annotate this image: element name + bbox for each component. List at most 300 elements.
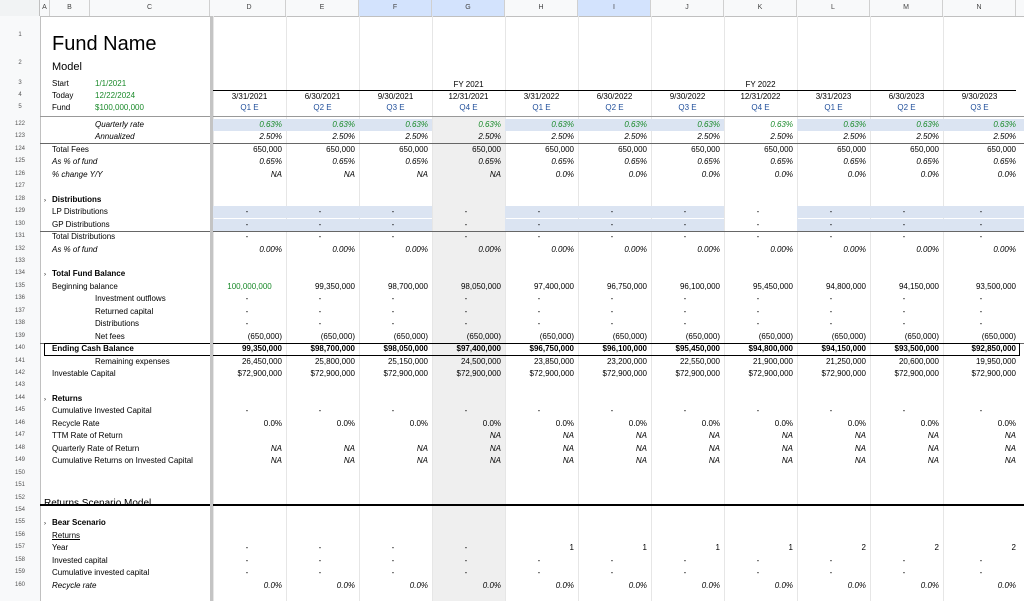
cell-value[interactable]: - (245, 556, 249, 565)
cell-value[interactable]: $96,750,000 (529, 344, 574, 353)
cell-value[interactable]: - (902, 307, 906, 316)
cell-value[interactable]: $95,450,000 (675, 344, 720, 353)
row-number[interactable]: 144 (14, 395, 25, 401)
cell-value[interactable]: - (902, 406, 906, 415)
cell-value[interactable]: - (537, 220, 541, 229)
cell-value[interactable]: - (464, 568, 468, 577)
cell-value[interactable]: $72,900,000 (748, 369, 793, 378)
cell-value[interactable]: 98,700,000 (387, 282, 428, 291)
cell-value[interactable]: - (979, 294, 983, 303)
cell-value[interactable]: - (245, 207, 249, 216)
cell-value[interactable]: 2.50% (916, 132, 939, 141)
row-number[interactable]: 159 (14, 569, 25, 575)
cell-value[interactable]: - (464, 232, 468, 241)
cell-value[interactable]: 0.0% (263, 419, 282, 428)
cell-value[interactable]: $72,900,000 (529, 369, 574, 378)
column-header-h[interactable]: H (505, 0, 578, 16)
cell-value[interactable]: - (756, 232, 760, 241)
column-header-i[interactable]: I (578, 0, 651, 16)
cell-value[interactable]: 0.0% (997, 170, 1016, 179)
row-number[interactable]: 125 (14, 158, 25, 164)
cell-value[interactable]: 0.0% (628, 170, 647, 179)
cell-value[interactable]: 650,000 (837, 145, 866, 154)
cell-value[interactable]: 0.63% (332, 120, 355, 129)
cell-value[interactable]: (650,000) (758, 332, 793, 341)
row-number[interactable]: 130 (14, 221, 25, 227)
cell-value[interactable]: - (979, 220, 983, 229)
cell-value[interactable]: 0.0% (847, 419, 866, 428)
row-number[interactable]: 133 (14, 258, 25, 264)
cell-value[interactable]: $72,900,000 (310, 369, 355, 378)
column-header-e[interactable]: E (286, 0, 359, 16)
cell-value[interactable]: 0.0% (482, 419, 501, 428)
cell-value[interactable]: - (979, 556, 983, 565)
cell-value[interactable]: NA (489, 456, 501, 465)
cell-value[interactable]: - (537, 207, 541, 216)
cell-value[interactable]: 25,800,000 (314, 357, 355, 366)
cell-value[interactable]: NA (635, 456, 647, 465)
cell-value[interactable]: $72,900,000 (602, 369, 647, 378)
column-header-j[interactable]: J (651, 0, 724, 16)
cell-value[interactable]: 24,500,000 (460, 357, 501, 366)
cell-value[interactable]: 0.0% (920, 419, 939, 428)
cell-value[interactable]: (650,000) (981, 332, 1016, 341)
row-number[interactable]: 129 (14, 208, 25, 214)
cell-value[interactable]: 0.65% (770, 157, 793, 166)
cell-value[interactable]: 0.65% (697, 157, 720, 166)
cell-value[interactable]: - (391, 556, 395, 565)
cell-value[interactable]: - (683, 232, 687, 241)
cell-value[interactable]: 0.0% (628, 581, 647, 590)
cell-value[interactable]: 100,000,000 (227, 282, 272, 291)
cell-value[interactable]: 2.50% (624, 132, 647, 141)
cell-value[interactable]: NA (270, 170, 282, 179)
cell-value[interactable]: 0.00% (624, 245, 647, 254)
column-header-n[interactable]: N (943, 0, 1016, 16)
column-header-g[interactable]: G (432, 0, 505, 16)
cell-value[interactable]: NA (854, 431, 866, 440)
cell-value[interactable]: 0.65% (332, 157, 355, 166)
cell-value[interactable]: (650,000) (466, 332, 501, 341)
cell-value[interactable]: - (318, 294, 322, 303)
row-number[interactable]: 160 (14, 582, 25, 588)
cell-value[interactable]: 97,400,000 (533, 282, 574, 291)
cell-value[interactable]: - (537, 294, 541, 303)
collapse-caret[interactable]: › (44, 521, 46, 527)
cell-value[interactable]: 0.65% (993, 157, 1016, 166)
cell-value[interactable]: - (610, 207, 614, 216)
cell-value[interactable]: - (683, 220, 687, 229)
cell-value[interactable]: 2.50% (405, 132, 428, 141)
cell-value[interactable]: - (902, 294, 906, 303)
cell-value[interactable]: - (245, 543, 249, 552)
cell-value[interactable]: - (318, 543, 322, 552)
cell-value[interactable]: - (829, 232, 833, 241)
cell-value[interactable]: - (464, 207, 468, 216)
cell-value[interactable]: 0.63% (993, 120, 1016, 129)
cell-value[interactable]: - (464, 543, 468, 552)
cell-value[interactable]: - (318, 220, 322, 229)
cell-value[interactable]: 650,000 (987, 145, 1016, 154)
cell-value[interactable]: $72,900,000 (821, 369, 866, 378)
cell-value[interactable]: 2.50% (697, 132, 720, 141)
cell-value[interactable]: - (829, 207, 833, 216)
cell-value[interactable]: 0.0% (997, 581, 1016, 590)
cell-value[interactable]: NA (416, 456, 428, 465)
cell-value[interactable]: (650,000) (612, 332, 647, 341)
cell-value[interactable]: - (464, 220, 468, 229)
cell-value[interactable]: 0.63% (624, 120, 647, 129)
cell-value[interactable]: 93,500,000 (975, 282, 1016, 291)
cell-value[interactable]: 650,000 (472, 145, 501, 154)
cell-value[interactable]: 0.63% (770, 120, 793, 129)
cell-value[interactable]: NA (562, 431, 574, 440)
cell-value[interactable]: 0.0% (409, 419, 428, 428)
row-number[interactable]: 127 (14, 183, 25, 189)
today-value[interactable]: 12/22/2024 (95, 91, 136, 100)
cell-value[interactable]: - (683, 406, 687, 415)
row-number[interactable]: 156 (14, 532, 25, 538)
cell-value[interactable]: 26,450,000 (241, 357, 282, 366)
cell-value[interactable]: $96,100,000 (602, 344, 647, 353)
cell-value[interactable]: 0.0% (920, 170, 939, 179)
cell-value[interactable]: (650,000) (247, 332, 282, 341)
row-number[interactable]: 143 (14, 382, 25, 388)
cell-value[interactable]: - (683, 207, 687, 216)
cell-value[interactable]: (650,000) (539, 332, 574, 341)
cell-value[interactable]: 21,900,000 (752, 357, 793, 366)
cell-value[interactable]: - (391, 319, 395, 328)
cell-value[interactable]: - (464, 307, 468, 316)
cell-value[interactable]: 0.0% (555, 419, 574, 428)
cell-value[interactable]: - (902, 207, 906, 216)
collapse-caret[interactable]: › (44, 397, 46, 403)
cell-value[interactable]: - (610, 406, 614, 415)
cell-value[interactable]: - (979, 406, 983, 415)
cell-value[interactable]: - (245, 294, 249, 303)
column-header-d[interactable]: D (213, 0, 286, 16)
column-header-m[interactable]: M (870, 0, 943, 16)
cell-value[interactable]: NA (708, 431, 720, 440)
cell-value[interactable]: NA (708, 444, 720, 453)
row-number[interactable]: 124 (14, 146, 25, 152)
start-value[interactable]: 1/1/2021 (95, 79, 127, 88)
cell-value[interactable]: 650,000 (399, 145, 428, 154)
cell-value[interactable]: - (756, 319, 760, 328)
row-number[interactable]: 149 (14, 457, 25, 463)
cell-value[interactable]: 23,200,000 (606, 357, 647, 366)
cell-value[interactable]: $92,850,000 (971, 344, 1016, 353)
cell-value[interactable]: 2.50% (478, 132, 501, 141)
cell-value[interactable]: NA (635, 444, 647, 453)
cell-value[interactable]: 0.0% (774, 419, 793, 428)
cell-value[interactable]: - (829, 556, 833, 565)
cell-value[interactable]: 2.50% (993, 132, 1016, 141)
cell-value[interactable]: - (756, 568, 760, 577)
cell-value[interactable]: 99,350,000 (241, 344, 282, 353)
cell-value[interactable]: 0.0% (555, 170, 574, 179)
cell-value[interactable]: - (610, 294, 614, 303)
cell-value[interactable]: - (756, 307, 760, 316)
row-number[interactable]: 145 (14, 407, 25, 413)
row-number[interactable]: 152 (14, 495, 25, 501)
cell-value[interactable]: $94,150,000 (821, 344, 866, 353)
cell-value[interactable]: 0.00% (843, 245, 866, 254)
cell-value[interactable]: 0.00% (916, 245, 939, 254)
cell-value[interactable]: - (683, 294, 687, 303)
fund-value[interactable]: $100,000,000 (95, 103, 144, 112)
column-header-f[interactable]: F (359, 0, 432, 16)
cell-value[interactable]: - (610, 568, 614, 577)
cell-value[interactable]: - (683, 556, 687, 565)
cell-value[interactable]: - (537, 556, 541, 565)
cell-value[interactable]: 2 (934, 543, 939, 552)
cell-value[interactable]: 0.00% (332, 245, 355, 254)
cell-value[interactable]: 0.0% (336, 581, 355, 590)
cell-value[interactable]: 650,000 (764, 145, 793, 154)
cell-value[interactable]: 0.00% (770, 245, 793, 254)
cell-value[interactable]: 0.00% (993, 245, 1016, 254)
cell-value[interactable]: NA (781, 456, 793, 465)
column-header-k[interactable]: K (724, 0, 797, 16)
cell-value[interactable]: (650,000) (320, 332, 355, 341)
cell-value[interactable]: 96,100,000 (679, 282, 720, 291)
cell-value[interactable]: 0.0% (847, 170, 866, 179)
cell-value[interactable]: 650,000 (618, 145, 647, 154)
cell-value[interactable]: 0.0% (997, 419, 1016, 428)
row-number[interactable]: 155 (14, 519, 25, 525)
cell-value[interactable]: - (245, 406, 249, 415)
cell-value[interactable]: NA (562, 456, 574, 465)
cell-value[interactable]: 0.0% (336, 419, 355, 428)
cell-value[interactable]: $97,400,000 (456, 344, 501, 353)
cell-value[interactable]: 0.65% (916, 157, 939, 166)
cell-value[interactable]: 0.63% (551, 120, 574, 129)
cell-value[interactable]: - (979, 307, 983, 316)
cell-value[interactable]: 2.50% (259, 132, 282, 141)
cell-value[interactable]: - (829, 294, 833, 303)
row-number[interactable]: 132 (14, 246, 25, 252)
cell-value[interactable]: - (537, 319, 541, 328)
cell-value[interactable]: 0.63% (916, 120, 939, 129)
cell-value[interactable]: 0.65% (259, 157, 282, 166)
cell-value[interactable]: - (683, 568, 687, 577)
cell-value[interactable]: 0.0% (774, 170, 793, 179)
row-number[interactable]: 140 (14, 345, 25, 351)
cell-value[interactable]: - (979, 319, 983, 328)
cell-value[interactable]: 0.65% (624, 157, 647, 166)
collapse-caret[interactable]: › (44, 198, 46, 204)
cell-value[interactable]: 0.00% (259, 245, 282, 254)
cell-value[interactable]: - (902, 232, 906, 241)
row-number[interactable]: 126 (14, 171, 25, 177)
cell-value[interactable]: - (245, 307, 249, 316)
cell-value[interactable]: 95,450,000 (752, 282, 793, 291)
cell-value[interactable]: 2.50% (332, 132, 355, 141)
cell-value[interactable]: NA (927, 456, 939, 465)
cell-value[interactable]: NA (781, 444, 793, 453)
row-number[interactable]: 123 (14, 133, 25, 139)
cell-value[interactable]: $98,050,000 (383, 344, 428, 353)
cell-value[interactable]: - (537, 307, 541, 316)
cell-value[interactable]: - (318, 568, 322, 577)
cell-value[interactable]: NA (343, 170, 355, 179)
cell-value[interactable]: - (902, 220, 906, 229)
cell-value[interactable]: 94,150,000 (898, 282, 939, 291)
cell-value[interactable]: NA (343, 444, 355, 453)
cell-value[interactable]: - (829, 319, 833, 328)
cell-value[interactable]: 98,050,000 (460, 282, 501, 291)
cell-value[interactable]: NA (927, 431, 939, 440)
cell-value[interactable]: - (391, 543, 395, 552)
row-number[interactable]: 151 (14, 482, 25, 488)
cell-value[interactable]: (650,000) (904, 332, 939, 341)
cell-value[interactable]: - (318, 232, 322, 241)
cell-value[interactable]: - (245, 232, 249, 241)
cell-value[interactable]: - (683, 319, 687, 328)
cell-value[interactable]: (650,000) (393, 332, 428, 341)
cell-value[interactable]: 0.63% (405, 120, 428, 129)
cell-value[interactable]: 1 (788, 543, 793, 552)
cell-value[interactable]: $72,900,000 (894, 369, 939, 378)
cell-value[interactable]: - (829, 568, 833, 577)
cell-value[interactable]: $98,700,000 (310, 344, 355, 353)
cell-value[interactable]: $93,500,000 (894, 344, 939, 353)
cell-value[interactable]: 96,750,000 (606, 282, 647, 291)
cell-value[interactable]: 19,950,000 (975, 357, 1016, 366)
cell-value[interactable]: - (979, 207, 983, 216)
row-number[interactable]: 150 (14, 470, 25, 476)
row-number[interactable]: 142 (14, 370, 25, 376)
cell-value[interactable]: - (979, 232, 983, 241)
cell-value[interactable]: - (902, 319, 906, 328)
row-number[interactable]: 158 (14, 557, 25, 563)
cell-value[interactable]: - (391, 232, 395, 241)
cell-value[interactable]: 0.0% (628, 419, 647, 428)
cell-value[interactable]: 0.0% (701, 170, 720, 179)
cell-value[interactable]: - (829, 406, 833, 415)
cell-value[interactable]: - (245, 319, 249, 328)
cell-value[interactable]: 94,800,000 (825, 282, 866, 291)
cell-value[interactable]: - (318, 556, 322, 565)
cell-value[interactable]: 0.63% (478, 120, 501, 129)
cell-value[interactable]: - (756, 220, 760, 229)
row-number[interactable]: 122 (14, 121, 25, 127)
cell-value[interactable]: - (464, 556, 468, 565)
row-number[interactable]: 157 (14, 544, 25, 550)
cell-value[interactable]: - (318, 406, 322, 415)
cell-value[interactable]: - (610, 319, 614, 328)
cell-value[interactable]: - (610, 220, 614, 229)
row-number[interactable]: 128 (14, 196, 25, 202)
freeze-divider[interactable] (210, 16, 213, 601)
cell-value[interactable]: 0.0% (555, 581, 574, 590)
cell-value[interactable]: - (391, 406, 395, 415)
cell-value[interactable]: 650,000 (326, 145, 355, 154)
cell-value[interactable]: - (829, 307, 833, 316)
cell-value[interactable]: 0.65% (551, 157, 574, 166)
cell-value[interactable]: NA (562, 444, 574, 453)
cell-value[interactable]: 23,850,000 (533, 357, 574, 366)
cell-value[interactable]: NA (1004, 456, 1016, 465)
row-number[interactable]: 138 (14, 320, 25, 326)
cell-value[interactable]: - (391, 307, 395, 316)
cell-value[interactable]: $72,900,000 (971, 369, 1016, 378)
row-number[interactable]: 139 (14, 333, 25, 339)
cell-value[interactable]: - (537, 406, 541, 415)
cell-value[interactable]: - (245, 568, 249, 577)
cell-value[interactable]: - (464, 406, 468, 415)
cell-value[interactable]: - (391, 568, 395, 577)
cell-value[interactable]: NA (1004, 431, 1016, 440)
cell-value[interactable]: (650,000) (685, 332, 720, 341)
cell-value[interactable]: - (318, 207, 322, 216)
cell-value[interactable]: (650,000) (831, 332, 866, 341)
cell-value[interactable]: $72,900,000 (456, 369, 501, 378)
cell-value[interactable]: NA (635, 431, 647, 440)
cell-value[interactable]: - (902, 556, 906, 565)
cell-value[interactable]: NA (270, 444, 282, 453)
cell-value[interactable]: - (829, 220, 833, 229)
row-number[interactable]: 154 (14, 507, 25, 513)
column-header-a[interactable]: A (40, 0, 50, 16)
cell-value[interactable]: - (756, 556, 760, 565)
cell-value[interactable]: - (464, 294, 468, 303)
row-number[interactable]: 148 (14, 445, 25, 451)
cell-value[interactable]: 1 (569, 543, 574, 552)
cell-value[interactable]: - (318, 307, 322, 316)
cell-value[interactable]: 2.50% (551, 132, 574, 141)
column-header-b[interactable]: B (50, 0, 90, 16)
cell-value[interactable]: NA (489, 444, 501, 453)
row-number[interactable]: 137 (14, 308, 25, 314)
cell-value[interactable]: 0.0% (920, 581, 939, 590)
cell-value[interactable]: NA (416, 170, 428, 179)
cell-value[interactable]: - (610, 556, 614, 565)
cell-value[interactable]: 22,550,000 (679, 357, 720, 366)
cell-value[interactable]: 0.0% (847, 581, 866, 590)
cell-value[interactable]: NA (854, 456, 866, 465)
cell-value[interactable]: 0.0% (701, 419, 720, 428)
cell-value[interactable]: $72,900,000 (675, 369, 720, 378)
cell-value[interactable]: 650,000 (910, 145, 939, 154)
row-number[interactable]: 134 (14, 270, 25, 276)
column-header-l[interactable]: L (797, 0, 870, 16)
cell-value[interactable]: NA (489, 431, 501, 440)
cell-value[interactable]: - (979, 568, 983, 577)
cell-value[interactable]: 20,600,000 (898, 357, 939, 366)
cell-value[interactable]: 0.63% (697, 120, 720, 129)
cell-value[interactable]: 2 (1011, 543, 1016, 552)
cell-value[interactable]: - (391, 294, 395, 303)
cell-value[interactable]: 0.00% (478, 245, 501, 254)
cell-value[interactable]: 0.00% (697, 245, 720, 254)
cell-value[interactable]: 0.0% (701, 581, 720, 590)
cell-value[interactable]: 2.50% (770, 132, 793, 141)
row-number[interactable]: 141 (14, 358, 25, 364)
cell-value[interactable]: 0.63% (259, 120, 282, 129)
cell-value[interactable]: 0.00% (405, 245, 428, 254)
cell-value[interactable]: 650,000 (691, 145, 720, 154)
cell-value[interactable]: - (245, 220, 249, 229)
cell-value[interactable]: - (391, 220, 395, 229)
cell-value[interactable]: 21,250,000 (825, 357, 866, 366)
cell-value[interactable]: - (391, 207, 395, 216)
cell-value[interactable]: 0.63% (843, 120, 866, 129)
cell-value[interactable]: NA (708, 456, 720, 465)
cell-value[interactable]: NA (343, 456, 355, 465)
cell-value[interactable]: $72,900,000 (383, 369, 428, 378)
